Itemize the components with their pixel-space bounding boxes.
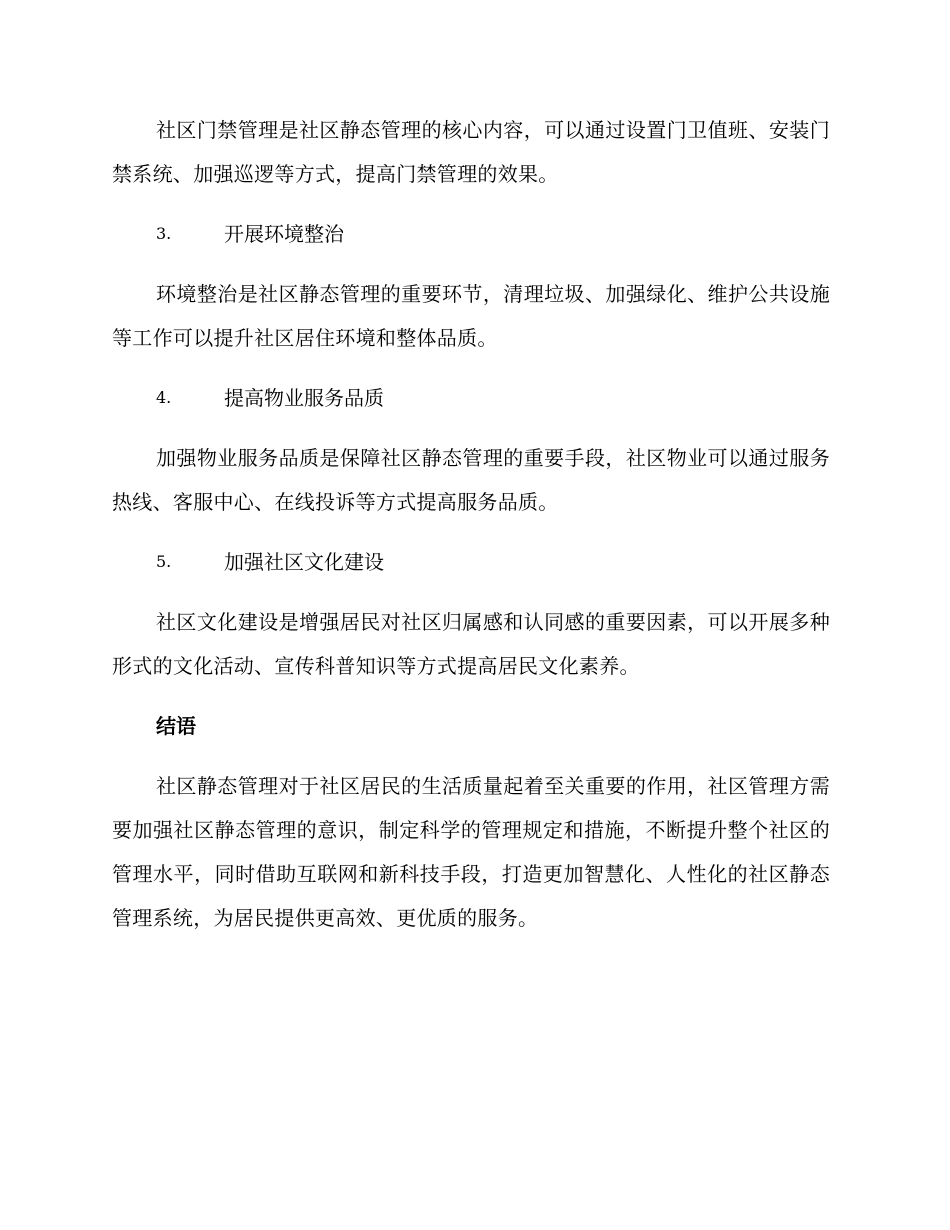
section-number: 4.	[156, 388, 172, 407]
spacer	[112, 256, 830, 272]
spacer	[112, 524, 830, 540]
spacer	[112, 420, 830, 436]
spacer	[112, 196, 830, 212]
section-number: 3.	[156, 224, 172, 243]
section-heading-3	[112, 212, 830, 256]
paragraph-conclusion: 社区静态管理对于社区居民的生活质量起着至关重要的作用，社区管理方需要加强社区静态管理的意识，制定科学的管理规定和措施，不断提升整个社区的管理水平，同时借助互联网和新科技手段，打造更加智慧化、人性化的社区静态管理系统，为居民提供更高效、更优质的服务。	[112, 774, 830, 930]
paragraph-culture: 社区文化建设是增强居民对社区归属感和认同感的重要因素，可以开展多种形式的文化活动、宣传科普知识等方式提高居民文化素养。	[112, 610, 830, 678]
spacer	[112, 584, 830, 600]
section-number: 5.	[156, 552, 172, 571]
paragraph-access-control: 社区门禁管理是社区静态管理的核心内容，可以通过设置门卫值班、安装门禁系统、加强巡逻等方式，提高门禁管理的效果。	[112, 118, 830, 186]
section-title: 加强社区文化建设	[224, 550, 384, 574]
spacer	[112, 688, 830, 704]
paragraph-environment: 环境整治是社区静态管理的重要环节，清理垃圾、加强绿化、维护公共设施等工作可以提升社区居住环境和整体品质。	[112, 282, 830, 350]
spacer	[112, 748, 830, 764]
spacer	[112, 360, 830, 376]
conclusion-heading: 结语	[156, 714, 196, 738]
section-heading-5	[112, 540, 830, 584]
paragraph-property-service: 加强物业服务品质是保障社区静态管理的重要手段，社区物业可以通过服务热线、客服中心、在线投诉等方式提高服务品质。	[112, 446, 830, 514]
section-title: 提高物业服务品质	[224, 386, 384, 410]
document-body	[112, 108, 830, 940]
section-title: 开展环境整治	[224, 222, 344, 246]
section-heading-4	[112, 376, 830, 420]
